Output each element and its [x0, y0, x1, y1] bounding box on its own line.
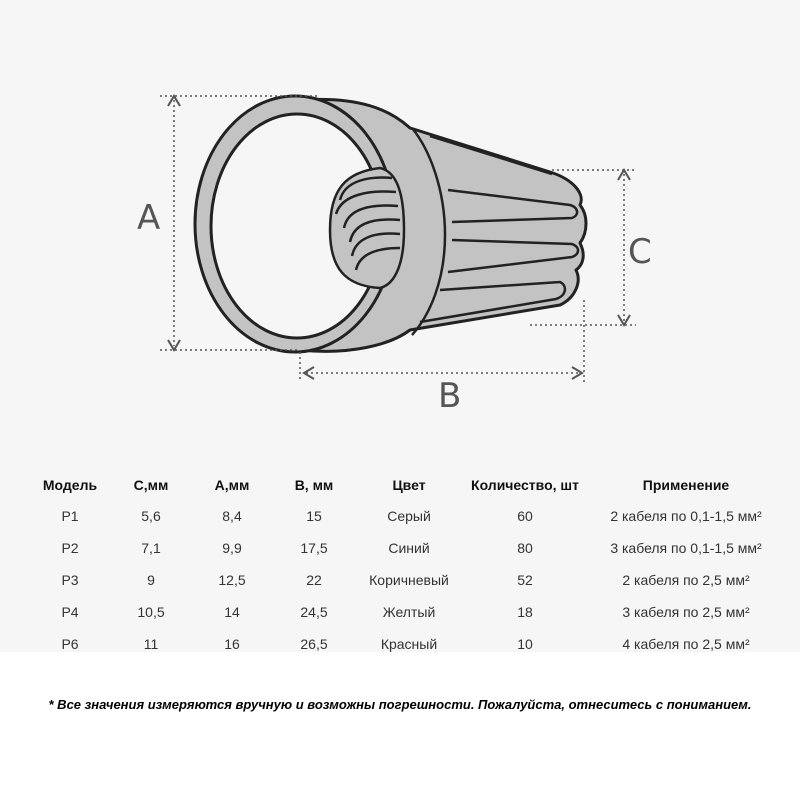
cell-b: 15 — [306, 508, 322, 524]
column-header-b-mm: B, мм — [294, 477, 334, 493]
table-header-row — [28, 470, 786, 500]
cell-c: 11 — [143, 636, 159, 652]
cell-c: 9 — [147, 572, 155, 588]
cell-b: 22 — [306, 572, 322, 588]
cell-c: 10,5 — [137, 604, 165, 620]
cell-model: P4 — [61, 604, 79, 620]
column-header-c-mm: C,мм — [133, 477, 169, 493]
disclaimer-footnote: * Все значения измеряются вручную и возможны погрешности. Пожалуйста, отнеситесь с пониманием. — [48, 697, 752, 712]
column-header-model: Модель — [42, 477, 98, 493]
table-row — [28, 532, 786, 564]
table-row — [28, 628, 786, 660]
cell-application: 3 кабеля по 2,5 мм² — [622, 604, 750, 620]
cell-a: 14 — [224, 604, 240, 620]
cell-color: Коричневый — [369, 572, 449, 588]
cell-b: 24,5 — [300, 604, 328, 620]
table-row — [28, 500, 786, 532]
cell-color: Красный — [380, 636, 438, 652]
cell-c: 7,1 — [141, 540, 161, 556]
table-row — [28, 564, 786, 596]
column-header-a-mm: A,мм — [214, 477, 250, 493]
cell-b: 17,5 — [300, 540, 328, 556]
cell-model: P2 — [61, 540, 79, 556]
cell-a: 9,9 — [222, 540, 242, 556]
cell-color: Серый — [387, 508, 431, 524]
cell-c: 5,6 — [141, 508, 161, 524]
cell-a: 12,5 — [218, 572, 246, 588]
cell-application: 3 кабеля по 0,1-1,5 мм² — [610, 540, 762, 556]
cell-quantity: 52 — [517, 572, 533, 588]
column-header-color: Цвет — [392, 477, 426, 493]
cell-application: 2 кабеля по 0,1-1,5 мм² — [610, 508, 762, 524]
column-header-quantity: Количество, шт — [471, 477, 579, 493]
cell-quantity: 60 — [517, 508, 533, 524]
cell-model: P1 — [61, 508, 79, 524]
cell-model: P3 — [61, 572, 79, 588]
dimension-label-c: C — [628, 232, 652, 272]
cell-a: 8,4 — [222, 508, 242, 524]
cell-color: Желтый — [382, 604, 436, 620]
dimension-label-b: B — [438, 376, 462, 416]
cell-a: 16 — [224, 636, 240, 652]
cell-quantity: 80 — [517, 540, 533, 556]
dimension-label-a: A — [137, 198, 161, 238]
cell-application: 2 кабеля по 2,5 мм² — [622, 572, 750, 588]
cell-quantity: 18 — [517, 604, 533, 620]
specification-table — [28, 470, 786, 660]
cell-b: 26,5 — [300, 636, 328, 652]
column-header-application: Применение — [642, 477, 730, 493]
cell-quantity: 10 — [517, 636, 533, 652]
cell-model: P6 — [61, 636, 79, 652]
table-row — [28, 596, 786, 628]
cell-color: Синий — [388, 540, 430, 556]
cell-application: 4 кабеля по 2,5 мм² — [622, 636, 750, 652]
